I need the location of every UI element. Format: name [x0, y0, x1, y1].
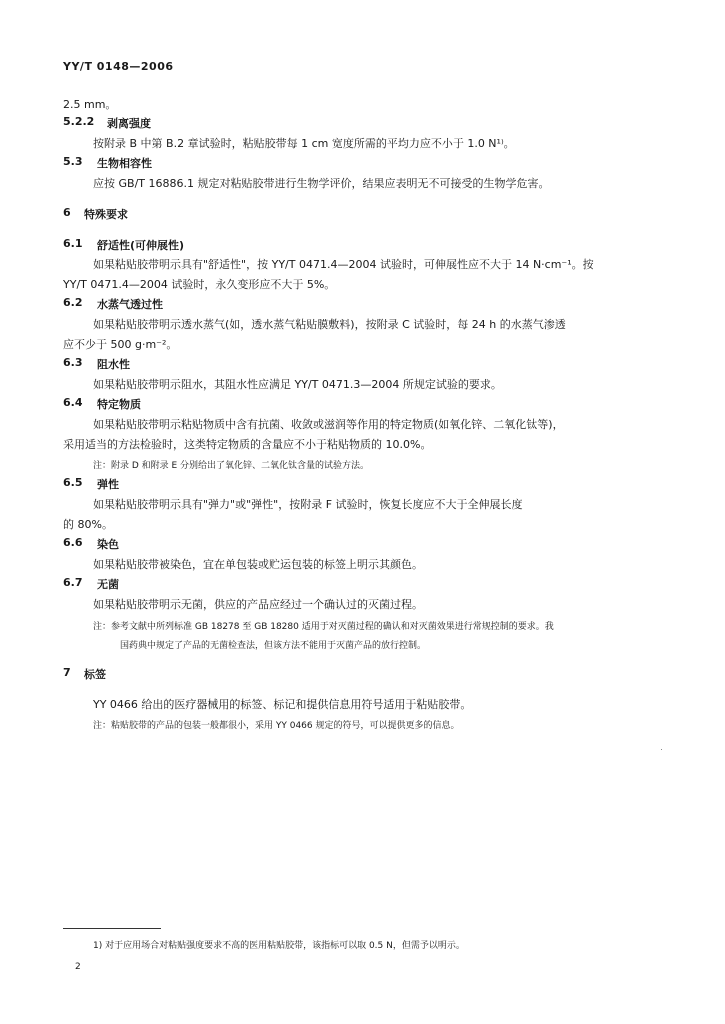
section-title: 染色 [97, 538, 119, 551]
section-number: 7 [63, 666, 71, 679]
text-line: 如果粘贴胶带明示无菌，供应的产品应经过一个确认过的灭菌过程。 [93, 598, 423, 611]
section-number: 6.3 [63, 356, 83, 369]
section-number: 5.2.2 [63, 115, 95, 128]
note-text: 国药典中规定了产品的无菌检查法，但该方法不能用于灭菌产品的放行控制。 [120, 641, 427, 651]
section-title: 舒适性(可伸展性) [97, 239, 185, 252]
note-text: 注：参考文献中所列标准 GB 18278 至 GB 18280 适用于对灭菌过程的确认和对灭菌效果进行常规控制的要求。我 [93, 622, 554, 632]
section-number: 6.1 [63, 237, 83, 250]
text-line: YY/T 0471.4—2004 试验时，永久变形应不大于 5%。 [63, 278, 336, 291]
section-title: 弹性 [97, 478, 119, 491]
section-number: 6.5 [63, 476, 83, 489]
section-number: 6.2 [63, 296, 83, 309]
section-title: 阻水性 [97, 358, 130, 371]
section-number: 6.4 [63, 396, 83, 409]
text-line: 应不少于 500 g·m⁻²。 [63, 338, 178, 351]
text-line: YY 0466 给出的医疗器械用的标签、标记和提供信息用符号适用于粘贴胶带。 [93, 698, 472, 711]
scan-speck [661, 749, 662, 750]
text-line: 如果粘贴胶带明示透水蒸气(如，透水蒸气粘贴膜敷料)，按附录 C 试验时，每 24 h 的水蒸气渗透 [93, 318, 566, 331]
section-title: 生物相容性 [97, 157, 152, 170]
section-number: 6.6 [63, 536, 83, 549]
section-title: 水蒸气透过性 [97, 298, 163, 311]
text-line: 如果粘贴胶带明示具有"舒适性"，按 YY/T 0471.4—2004 试验时，可伸展性应不大于 14 N·cm⁻¹。按 [93, 258, 594, 271]
note-text: 注：附录 D 和附录 E 分别给出了氧化锌、二氧化钛含量的试验方法。 [93, 461, 370, 471]
standard-id: YY/T 0148—2006 [63, 60, 174, 73]
text-line: 如果粘贴胶带明示粘贴物质中含有抗菌、收敛或滋润等作用的特定物质(如氧化锌、二氧化钛等)， [93, 418, 564, 431]
section-title: 标签 [84, 668, 106, 681]
text-line: 如果粘贴胶带明示阻水，其阻水性应满足 YY/T 0471.3—2004 所规定试验的要求。 [93, 378, 502, 391]
text-line: 的 80%。 [63, 518, 113, 531]
text-line: 如果粘贴胶带明示具有"弹力"或"弹性"，按附录 F 试验时，恢复长度应不大于全伸展长度 [93, 498, 523, 511]
footnote-text: 1) 对于应用场合对粘贴强度要求不高的医用粘贴胶带，该指标可以取 0.5 N，但需予以明示。 [93, 941, 465, 951]
section-title: 特定物质 [97, 398, 141, 411]
section-number: 5.3 [63, 155, 83, 168]
text-line: 2.5 mm。 [63, 98, 117, 111]
text-line: 采用适当的方法检验时，这类特定物质的含量应不小于粘贴物质的 10.0%。 [63, 438, 432, 451]
section-number: 6 [63, 206, 71, 219]
text-line: 应按 GB/T 16886.1 规定对粘贴胶带进行生物学评价，结果应表明无不可接受的生物学危害。 [93, 177, 550, 190]
section-title: 剥离强度 [107, 117, 151, 130]
text-line: 按附录 B 中第 B.2 章试验时，粘贴胶带每 1 cm 宽度所需的平均力应不小于 1.0 N¹⁾。 [93, 137, 515, 150]
text-line: 如果粘贴胶带被染色，宜在单包装或贮运包装的标签上明示其颜色。 [93, 558, 423, 571]
page-number: 2 [75, 962, 81, 972]
section-title: 无菌 [97, 578, 119, 591]
section-title: 特殊要求 [84, 208, 128, 221]
footnote-divider [63, 928, 161, 929]
note-text: 注：粘贴胶带的产品的包装一般都很小，采用 YY 0466 规定的符号，可以提供更多的信息。 [93, 721, 460, 731]
section-number: 6.7 [63, 576, 83, 589]
